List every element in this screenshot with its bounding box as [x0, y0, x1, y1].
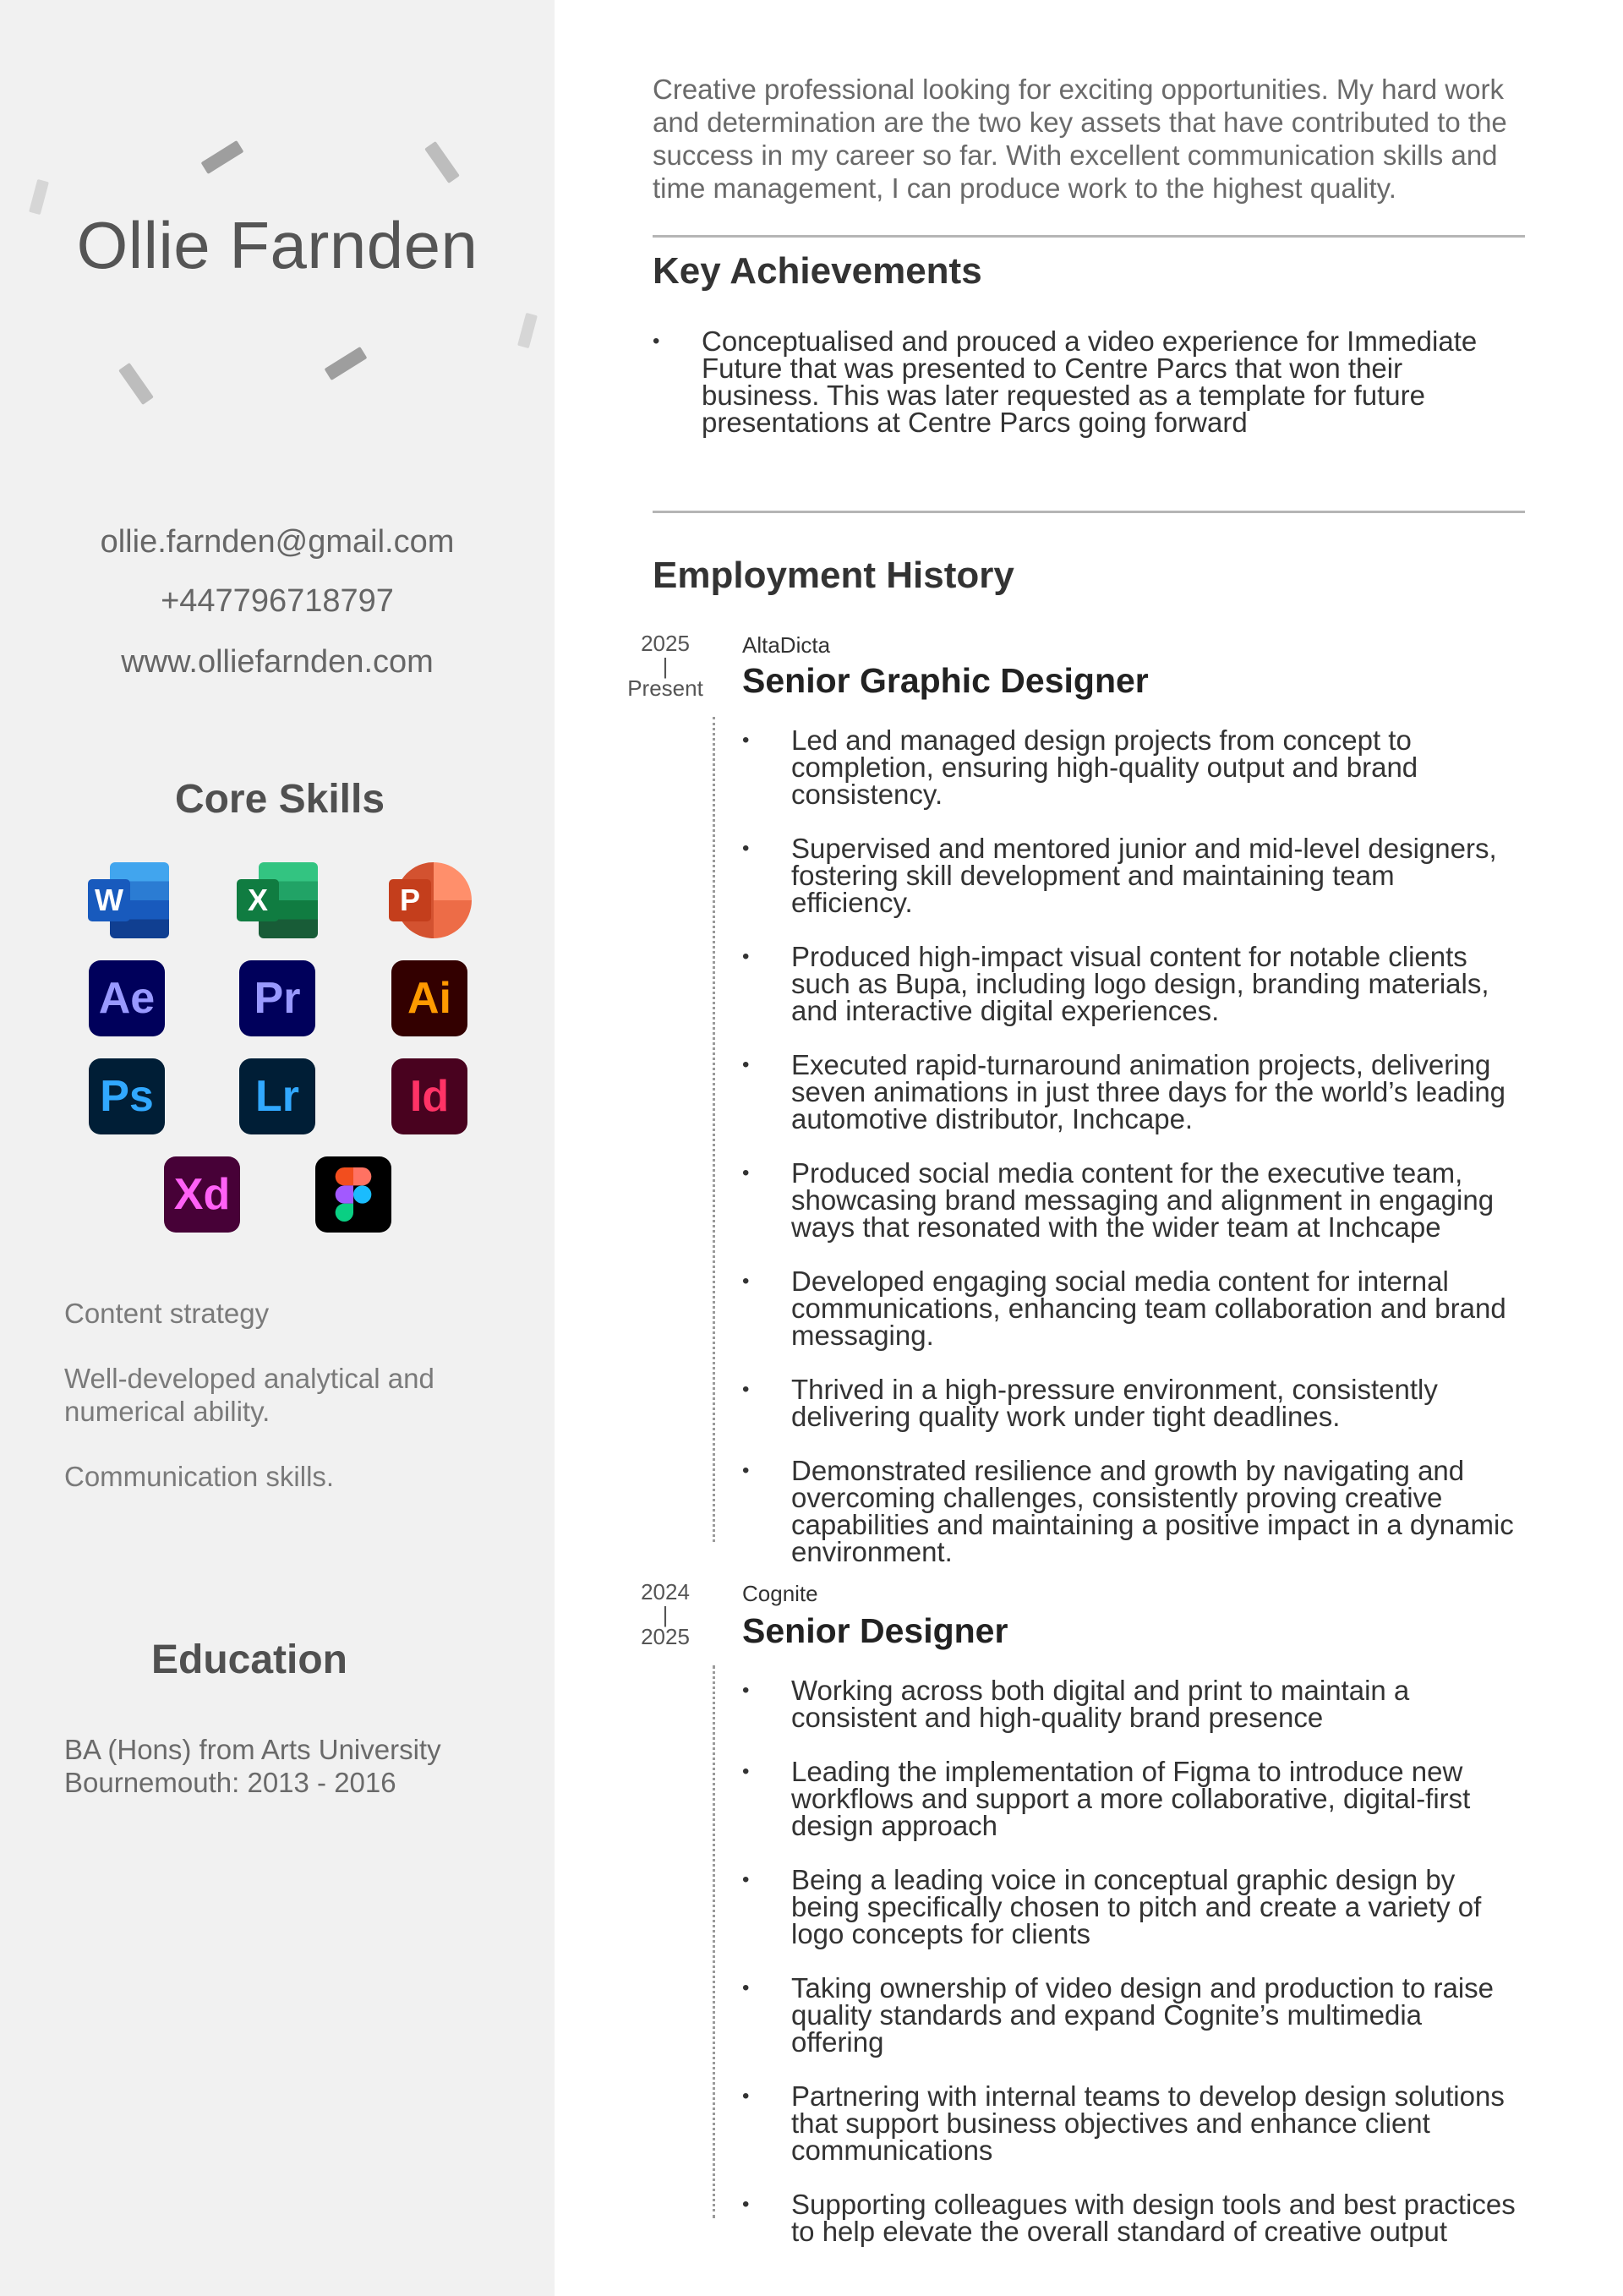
company-name: AltaDicta	[742, 632, 831, 658]
word-icon: W	[88, 862, 169, 938]
email-address[interactable]: ollie.farnden@gmail.com	[100, 524, 455, 560]
candidate-name: Ollie Farnden	[76, 208, 478, 282]
achievements-list	[653, 325, 1506, 438]
responsibility-item: • Executed rapid-turnaround animation projects, delivering seven animations in just three days for the world’s leading automotive distributor, Inchcape.	[742, 1052, 1520, 1133]
decorative-dash	[118, 363, 154, 405]
job-title: Senior Graphic Designer	[742, 661, 1149, 700]
timeline-line	[713, 717, 715, 1542]
xd-icon: Xd	[164, 1156, 240, 1233]
decorative-dash	[325, 347, 368, 380]
date-separator: |	[662, 653, 669, 679]
excel-icon: X	[237, 862, 318, 938]
powerpoint-icon: P	[389, 862, 470, 938]
job-start-year: 2024	[641, 1579, 690, 1604]
date-separator: |	[662, 1602, 669, 1627]
responsibility-item: • Demonstrated resilience and growth by navigating and overcoming challenges, consistently proving creative capabilities and maintaining a positive impact in a dynamic environment.	[742, 1457, 1520, 1566]
responsibility-item: • Being a leading voice in conceptual graphic design by being specifically chosen to pitch and create a variety of logo concepts for clients	[742, 1867, 1520, 1948]
job-end-year: Present	[627, 675, 703, 701]
timeline-line	[713, 1665, 715, 2218]
illustrator-icon: Ai	[391, 960, 467, 1036]
responsibility-item: • Supervised and mentored junior and mid-level designers, fostering skill development and maintaining team efficiency.	[742, 835, 1520, 916]
job-dates	[619, 631, 712, 702]
education-title: Education	[150, 1637, 347, 1682]
after-effects-icon: Ae	[89, 960, 165, 1036]
job-responsibilities	[742, 724, 1520, 1567]
responsibility-item: • Supporting colleagues with design tools and best practices to help elevate the overall standard of creative output	[742, 2191, 1520, 2245]
responsibility-item: • Produced social media content for the executive team, showcasing brand messaging and alignment in engaging ways that resonated with the wider team at Inchcape	[742, 1160, 1520, 1241]
section-divider	[653, 235, 1525, 238]
core-skills-title: Core Skills	[174, 777, 385, 822]
responsibility-item: • Produced high-impact visual content for notable clients such as Bupa, including logo design, branding materials, and interactive digital experiences.	[742, 943, 1520, 1025]
profile-summary: Creative professional looking for exciting opportunities. My hard work and determination are the two key assets that have contributed to the success in my career so far. With excellent communication skills and time management, I can produce work to the highest quality.	[653, 74, 1507, 204]
section-divider	[653, 511, 1525, 513]
premiere-pro-icon: Pr	[239, 960, 315, 1036]
skill-item: Communication skills.	[64, 1461, 335, 1492]
website-link[interactable]: www.olliefarnden.com	[121, 644, 434, 680]
education-entry: BA (Hons) from Arts University Bournemouth: 2013 - 2016	[64, 1734, 441, 1798]
responsibility-item: • Working across both digital and print to maintain a consistent and high-quality brand presence	[742, 1677, 1520, 1731]
achievement-item: • Conceptualised and prouced a video experience for Immediate Future that was presented to Centre Parcs that won their business. This was later requested as a template for future presentations at Centre Parcs going forward	[653, 328, 1506, 436]
responsibility-item: • Thrived in a high-pressure environment, consistently delivering quality work under tight deadlines.	[742, 1376, 1520, 1430]
responsibility-item: • Taking ownership of video design and production to raise quality standards and expand Cognite’s multimedia offering	[742, 1975, 1520, 2056]
job-responsibilities	[742, 1677, 1520, 2245]
key-achievements-title: Key Achievements	[653, 250, 982, 292]
responsibility-item: • Developed engaging social media content for internal communications, enhancing team collaboration and brand messaging.	[742, 1268, 1520, 1349]
employment-history-title: Employment History	[653, 555, 1014, 596]
photoshop-icon: Ps	[89, 1058, 165, 1134]
responsibility-item: • Led and managed design projects from concept to completion, ensuring high-quality output and brand consistency.	[742, 727, 1520, 808]
sidebar	[0, 0, 555, 2296]
lightroom-icon: Lr	[239, 1058, 315, 1134]
phone-number[interactable]: +447796718797	[161, 583, 394, 619]
decorative-dash	[424, 141, 460, 183]
job-dates	[619, 1579, 712, 1650]
skill-item: Content strategy	[64, 1298, 270, 1329]
indesign-icon: Id	[391, 1058, 467, 1134]
decorative-dash	[517, 313, 538, 348]
job-start-year: 2025	[641, 631, 690, 656]
company-name: Cognite	[742, 1581, 818, 1606]
job-title: Senior Designer	[742, 1611, 1008, 1650]
figma-icon	[315, 1156, 391, 1233]
responsibility-item: • Partnering with internal teams to develop design solutions that support business objectives and enhance client communications	[742, 2083, 1520, 2164]
responsibility-item: • Leading the implementation of Figma to introduce new workflows and support a more collaborative, digital-first design approach	[742, 1758, 1520, 1840]
figma-logo	[334, 1167, 373, 1222]
decorative-dash	[201, 140, 244, 174]
skill-item: Well-developed analytical and numerical ability.	[64, 1363, 434, 1427]
job-end-year: 2025	[641, 1624, 690, 1649]
